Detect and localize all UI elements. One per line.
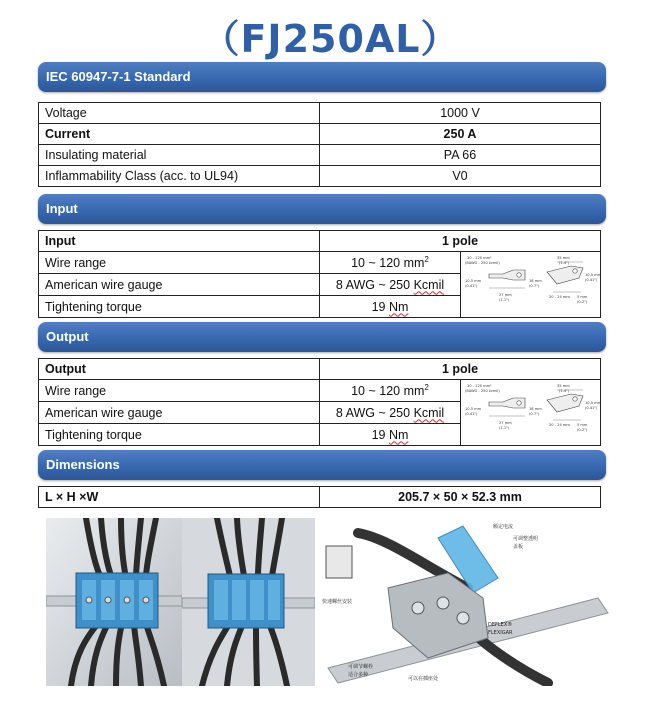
dimension-label: 20 - 24 mm: [549, 295, 570, 299]
standard-table: [38, 102, 601, 187]
torque-label: Tightening torque: [39, 424, 320, 446]
dimension-label: (0.7"): [529, 284, 540, 288]
dimension-label: (0.2"): [577, 300, 588, 304]
photo-label: FLEXIGAR: [488, 630, 513, 636]
dimension-label: 27 mm: [499, 421, 512, 425]
table-row: [39, 145, 601, 166]
dimension-label: (8AWG - 250 kcmil): [465, 261, 500, 265]
table-row: [39, 103, 601, 124]
photo-label: 快速螺丝安装: [322, 599, 353, 605]
dimension-label: 35 mm: [557, 384, 570, 388]
lug-dimension-diagram: [461, 252, 600, 314]
table-row: [39, 252, 601, 274]
dimension-label: 18 mm: [529, 407, 542, 411]
dimensions-value: 205.7 × 50 × 52.3 mm: [320, 487, 601, 508]
connector-photo: [46, 518, 182, 686]
photo-label: 可以在插座处: [408, 676, 439, 682]
dimension-label: 5 mm: [577, 295, 588, 299]
dimension-label: (0.41"): [465, 412, 478, 416]
connector-illustration: [318, 518, 614, 686]
table-row: [39, 231, 601, 252]
input-section-header: Input: [38, 194, 606, 224]
input-head-value: 1 pole: [320, 231, 601, 252]
lug-hole: [517, 273, 521, 277]
lug-hole: [573, 269, 577, 273]
cable-lug-drawing: [547, 394, 583, 412]
output-section-header: Output: [38, 322, 606, 352]
table-row: [39, 166, 601, 187]
lug-dimension-diagram: [461, 380, 600, 442]
dimension-label: 20 - 24 mm: [549, 423, 570, 427]
dimension-label: 10.5 mm: [465, 279, 482, 283]
dimension-label: 18 mm: [529, 279, 542, 283]
table-row: [39, 487, 601, 508]
torque-label: Tightening torque: [39, 296, 320, 318]
dimension-label: (1.4"): [559, 389, 570, 393]
wire-range-label: Wire range: [39, 252, 320, 274]
awg-value: 8 AWG ~ 250 Kcmil: [320, 274, 461, 296]
cable-lug-drawing: [547, 266, 583, 284]
current-value: 250 A: [320, 124, 601, 145]
photo-label: 适合多种: [348, 672, 369, 678]
product-photo-front: [46, 518, 182, 686]
awg-value: 8 AWG ~ 250 Kcmil: [320, 402, 461, 424]
dimension-label: 10.5 mm: [585, 273, 600, 277]
voltage-value: 1000 V: [320, 103, 601, 124]
exploded-view-illustration: [318, 518, 614, 686]
wire-range-value: 10 ~ 120 $mm^2$: [320, 380, 461, 402]
input-head-label: Input: [39, 231, 320, 252]
photo-label: DEFLEX®: [488, 622, 513, 628]
table-row: [39, 124, 601, 145]
output-head-value: 1 pole: [320, 359, 601, 380]
dimension-label: 5 mm: [577, 423, 588, 427]
photo-label: 可调节螺栓: [348, 664, 374, 670]
dimension-label: 35 mm: [557, 256, 570, 260]
dimensions-label: L × H ×W: [39, 487, 320, 508]
lug-hole: [517, 401, 521, 405]
awg-label: American wire gauge: [39, 402, 320, 424]
dimension-label: (8AWG - 250 kcmil): [465, 389, 500, 393]
torque-value: 19 Nm: [320, 296, 461, 318]
input-table: [38, 230, 601, 318]
dimension-label: (1.1"): [499, 298, 510, 302]
dimension-label: 10 - 120 mm²: [467, 384, 492, 388]
photo-label: 额定电流: [493, 524, 514, 530]
dimensions-section-header: Dimensions: [38, 450, 606, 480]
dimension-label: 10.5 mm: [465, 407, 482, 411]
inflammability-label: Inflammability Class (acc. to UL94): [39, 166, 320, 187]
output-head-label: Output: [39, 359, 320, 380]
page-title: （FJ250AL）: [201, 17, 460, 61]
dimension-label: (0.2"): [577, 428, 588, 432]
photo-label: 盖板: [513, 544, 524, 550]
table-row: [39, 359, 601, 380]
dimension-label: 10 - 120 mm²: [467, 256, 492, 260]
insulating-material-label: Insulating material: [39, 145, 320, 166]
dimensions-table: [38, 486, 601, 508]
dimension-label: 10.5 mm: [585, 401, 600, 405]
dimension-label: 27 mm: [499, 293, 512, 297]
standard-section-header: IEC 60947-7-1 Standard: [38, 62, 606, 92]
insulating-material-value: PA 66: [320, 145, 601, 166]
dimension-label: (1.4"): [559, 261, 570, 265]
product-photo-side: [182, 518, 315, 686]
dimension-label: (1.1"): [499, 426, 510, 430]
inflammability-value: V0: [320, 166, 601, 187]
voltage-label: Voltage: [39, 103, 320, 124]
table-row: [39, 380, 601, 402]
output-dimension-diagram: [461, 380, 601, 446]
wire-range-value: 10 ~ 120 $mm^2$: [320, 252, 461, 274]
output-table: [38, 358, 601, 446]
dimension-label: (0.41"): [585, 278, 598, 282]
lug-hole: [573, 397, 577, 401]
awg-label: American wire gauge: [39, 274, 320, 296]
photo-label: 可调整透明: [513, 536, 539, 542]
input-dimension-diagram: [461, 252, 601, 318]
dimension-label: (0.41"): [465, 284, 478, 288]
connector-photo: [182, 518, 315, 686]
dimension-label: (0.41"): [585, 406, 598, 410]
dimension-label: (0.7"): [529, 412, 540, 416]
torque-value: 19 Nm: [320, 424, 461, 446]
wire-range-label: Wire range: [39, 380, 320, 402]
current-label: Current: [39, 124, 320, 145]
